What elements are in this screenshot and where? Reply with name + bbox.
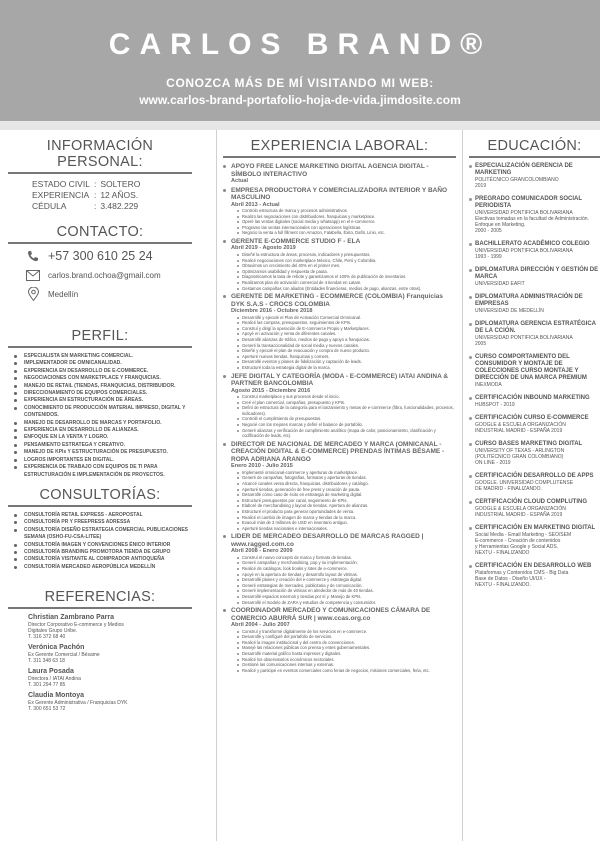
education-title: EDUCACIÓN:: [487, 138, 582, 154]
education-detail: UNIVERSIDAD EAFIT: [475, 281, 525, 287]
job-duty: Negocio la venta a full fillment con Amazon, Falabella, Éxito, Dafiti, Linio, etc.: [237, 230, 456, 236]
reference-detail: Ex Gerente Administrativa / Franquicias DYK: [28, 700, 128, 707]
contact-title: CONTACTO:: [56, 224, 144, 240]
divider: [469, 156, 600, 158]
education-title: CERTIFICACIÓN INBOUND MARKETING: [475, 395, 590, 401]
education-detail: DE MADRID - FINALIZANDO.: [475, 486, 542, 492]
job-duty: Generé la transaccionalidad de social media y nuevos canales.: [237, 343, 456, 349]
reference-name: Claudia Montoya: [28, 692, 85, 700]
personal-info-row: [32, 201, 144, 212]
consulting-item: CONSULTORÍA DISEÑO ESTRATEGIA COMERCIAL PUBLICACIONES SEMANA (OSHO-FU-CSA-LITEE): [14, 527, 192, 542]
profile-item: CONOCIMIENTO DE PRODUCCIÓN MATERIAL IMPRESO, DIGITAL Y CONTENIDOS.: [14, 405, 192, 420]
education-title: PREGRADO COMUNICADOR SOCIAL PERIODISTA: [475, 196, 582, 209]
location-pin-icon: [26, 287, 40, 301]
job-duties: [223, 394, 456, 439]
job-duty: Apoyé en la apertura de tiendas y desarrollo layout de vitrinas.: [237, 572, 456, 578]
job-duty: Construí el nuevo concepto de marca y formato de tiendas.: [237, 555, 456, 561]
phone-icon: [26, 249, 40, 263]
job-dates: Diciembre 2016 - Octubre 2018: [231, 308, 313, 315]
profile-item: MANEJO DE DESARROLLO DE MARCAS Y PORTAFOLIO.: [14, 420, 192, 427]
education-detail: y Herramientas Google y Social ADS.: [475, 544, 559, 550]
job-duty: Elaboré de merchandising y layout de tiendas. Apertura de alianzas.: [237, 503, 456, 509]
consulting-item: CONSULTORÍA VISITANTE AL COMPRADOR ANTIOQUEÑA: [14, 556, 192, 563]
job-duty: Gestioné las comunicaciones internas y externas.: [237, 662, 456, 668]
personal-info-separator: :: [93, 179, 97, 189]
job-duty: Diseñé y ejecuté el plan de evacuación y compra de nuevo producto.: [237, 348, 456, 354]
personal-info-value: 12 AÑOS.: [100, 190, 139, 200]
profile-item: EXPERIENCIA EN DESARROLLO DE ALIANZAS.: [14, 427, 192, 434]
personal-info-row: [32, 179, 144, 190]
divider: [8, 172, 192, 174]
job-dates: Abril 2008 - Enero 2009: [231, 548, 293, 555]
job-duty: Manejé las relaciones públicas con prensa y entes gubernamentales.: [237, 645, 456, 651]
profile-item: EXPERIENCIA EN DESARROLLO DE E-COMMERCE.: [14, 368, 192, 375]
education-detail: UNIVERSIDAD DE MEDELLÍN: [475, 308, 544, 314]
job-dates: Abril 2004 - Julio 2007: [231, 622, 290, 629]
city: Medellín: [48, 289, 79, 299]
education-entry: [469, 354, 600, 388]
education-detail: GOOGLE & ESCUELA ORGANIZACIÓN: [475, 422, 566, 428]
personal-info-value: 3.482.229: [100, 201, 139, 211]
job-duty: Controlo estructura de marca y procesos administrativos.: [237, 208, 456, 214]
profile-item: EXPERIENCIA EN ESTRUCTURACIÓN DE ÁREAS.: [14, 397, 192, 404]
job-duty: Aperturé tiendas, generación de free press y creación de pauta.: [237, 487, 456, 493]
personal-info-label: EXPERIENCIA: [32, 190, 90, 200]
references-title: REFERENCIAS:: [44, 589, 156, 606]
job-duty: Diseñé la estructura de áreas, procesos, indicadores y presupuestos.: [237, 252, 456, 258]
education-entry: [469, 415, 600, 434]
job-duty: Alcancé canales venta directa, franquicias, distribuidores y catálogo.: [237, 481, 456, 487]
reference-detail: Director Corporativo E-commerce y Medios: [28, 622, 124, 629]
experience-title: EXPERIENCIA LABORAL:: [250, 138, 429, 154]
education-detail: HUBSPOT - 2019: [475, 402, 515, 408]
profile-item: MANEJO DE RETAIL (TIENDAS, FRANQUICIAS, DISTRIBUIDOR.: [14, 383, 192, 390]
job-dates: Enero 2010 - Julio 2015: [231, 463, 293, 470]
education-detail: UNIVERSIDAD PONTIFICIA BOLIVARIANA: [475, 335, 573, 341]
job-duty: Generé campañas y merchandising, pop y su implementación.: [237, 560, 456, 566]
consulting-title: CONSULTORÍAS:: [39, 486, 161, 503]
job-duty: Desarrollé el modelo de ZARA y estudios de competencia y consumidor.: [237, 600, 456, 606]
personal-info-separator: :: [93, 190, 97, 200]
education-entry: [469, 267, 600, 287]
job-duty: Realicé los observatorios económicos sectoriales.: [237, 657, 456, 663]
education-title: CERTIFICACIÓN DESARROLLO DE APPS: [475, 473, 594, 479]
candidate-name: CARLOS BRAND®: [108, 28, 492, 61]
education-detail: NEXTU - FINALIZANDO.: [475, 582, 531, 588]
job-title: JEFE DIGITAL Y CATEGORÍA (MODA - E-COMMERCE) IATAI ANDINA & PARTNER BANCOLOMBIA: [223, 373, 456, 388]
education-title: BACHILLERATO ACADÉMICO COLEGIO: [475, 241, 590, 247]
job-duty: Realicé de catálogos, look books y lotes de e-commerce.: [237, 566, 456, 572]
job-duty: Realicé negociaciones con marketplace México, Chile, Perú y Colombia.: [237, 258, 456, 264]
job-duty: Diagnosticamos la tasa de rebote y garantizamos el 100% de publicación de inventarios.: [237, 274, 456, 280]
divider: [8, 505, 192, 507]
education-title: ESPECIALIZACIÓN GERENCIA DE MARKETING: [475, 163, 573, 176]
education-title: DIPLOMATURA DIRECCIÓN Y GESTIÓN DE MARCA: [475, 267, 599, 280]
job-duty: Definí de estructura de la categoría para el lanzamiento y metas de e-commerce (fibra, funcionalidades, procesos, indicadores).: [237, 405, 456, 416]
education-detail: INEXMODA: [475, 382, 502, 388]
job-dates: Abril 2013 - Actual: [231, 201, 280, 208]
job-duty: Realicé el cambio de imagen de marca y tiendas de la marca.: [237, 515, 456, 521]
profile-item: LOGROS IMPORTANTES EN DIGITAL.: [14, 457, 192, 464]
education-detail: INDUSTRIAL MADRID - ESPAÑA 2019: [475, 512, 563, 518]
education-title: CURSO COMPORTAMIENTO DEL CONSUMIDOR Y MONTAJE DE COLECCIONES CURSO MONTAJE Y DIRECCIÓN DE UNA MARCA PREMIUM: [475, 354, 587, 381]
divider: [8, 607, 192, 609]
job-title: EMPRESA PRODUCTORA Y COMERCIALIZADORA INTERIOR Y BAÑO MASCULINO: [223, 187, 456, 202]
reference-detail: T. 311 348 63 18: [28, 658, 65, 665]
profile-item: DIRECCIONAMIENTO DE EQUIPOS COMERCIALES.: [14, 390, 192, 397]
job-duty: Generé implementación de vitrinas en alrededor de más de 40 tiendas.: [237, 588, 456, 594]
portfolio-url[interactable]: www.carlos-brand-portafolio-hoja-de-vida.jimdosite.com: [139, 93, 461, 107]
city-row: [26, 287, 192, 301]
cv-header: [0, 0, 600, 121]
reference-detail: Digitales Grupo Uribe.: [28, 628, 78, 635]
reference-name: Laura Posada: [28, 668, 74, 676]
education-detail: Base de Datos - Diseño UI/UX -: [475, 576, 546, 582]
personal-info: [32, 179, 144, 212]
education-detail: UNIVERSIDAD PONTIFICIA BOLIVARIANA: [475, 248, 573, 254]
job-duty: Estructuré toda la estrategia digital de la marca.: [237, 365, 456, 371]
education-detail: 1993 - 1999: [475, 254, 502, 260]
job-title: DIRECTOR DE NACIONAL DE MERCADEO Y MARCA (OMNICANAL - CREACIÓN DIGITAL & E-COMMERCE) PRENDAS ÍNTIMAS BÉSAME - ROPA ADRIANA ARANGO: [223, 441, 456, 464]
job-duty: Realicé la imagen institucional y del centro de convenciones.: [237, 640, 456, 646]
job-duty: Generé alianzas y verificación de cumplimiento analítico (mapa de calor, posicionamiento, clasificación y codificación de leads, etc).: [237, 428, 456, 439]
personal-info-label: ESTADO CIVIL: [32, 179, 90, 189]
email-address: carlos.brand.ochoa@gmail.com: [48, 270, 161, 280]
job-duty: Realicé y participé en eventos comerciales como ferias de negocios, misiones comerciales, feria, etc.: [237, 668, 456, 674]
job-duty: Programo las ventas internacionales con operaciones logísticas.: [237, 225, 456, 231]
education-detail: ON LINE - 2019: [475, 460, 511, 466]
personal-title: INFORMACIÓN PERSONAL:: [46, 138, 154, 170]
job-duty: Construí y dirigí la operación de E-commerce Propio y Marketplaces.: [237, 326, 456, 332]
education-detail: Plataformas y Contenidos CMS - Big Data: [475, 570, 569, 576]
education-entry: [469, 499, 600, 518]
reference-entry: [28, 614, 192, 640]
job-duty: Aperturé tiendas nacionales e internacionales.: [237, 526, 456, 532]
personal-info-label: CÉDULA: [32, 201, 67, 211]
profile-item: IMPLEMENTADOR DE OMNICANALIDAD.: [14, 360, 192, 367]
education-detail: UNIVERSITY OF TEXAS - ARLINGTON: [475, 448, 565, 454]
job-dates: Abril 2019 - Agosto 2019: [231, 245, 296, 252]
consulting-item: CONSULTORÍA BRANDING PROMOTORA TIENDA DE GRUPO: [14, 549, 192, 556]
reference-detail: Directora / IATAI Andina: [28, 676, 81, 683]
job-duty: Desarrollé y ejecuté el Plan de Activación Comercial Omnicanal.: [237, 315, 456, 321]
education-entry: [469, 321, 600, 347]
job-duty: Desarrollé material gráfico hasta impresos y digitales.: [237, 651, 456, 657]
job-duty: Controlé el cumplimiento de presupuestos.: [237, 416, 456, 422]
reference-name: Verónica Pachón: [28, 644, 85, 652]
education-title: CERTIFICACIÓN CURSO E-COMMERCE: [475, 415, 589, 421]
job-duty: Optimizamos usabilidad y respuesta de pauta.: [237, 269, 456, 275]
job-title: LIDER DE MERCADEO DESARROLLO DE MARCAS RAGGED | www.ragged.com.co: [223, 533, 456, 548]
job-entry: [223, 441, 456, 532]
education-detail: Social Media - Email Marketing - SEO/SEM: [475, 532, 572, 538]
education-title: DIPLOMATURA ADMINISTRACIÓN DE EMPRESAS: [475, 294, 583, 307]
education-detail: 2000 - 2005: [475, 228, 502, 234]
consulting-item: CONSULTORÍA IMAGEN Y CONVENCIONES ÉNICO INTERIOR: [14, 542, 192, 549]
job-duty: Generé de campañas, fotografías, formatos y aperturas de tiendas.: [237, 475, 456, 481]
education-detail: UNIVERSIDAD PONTIFICIA BOLIVARIANA: [475, 210, 573, 216]
job-dates: Agosto 2015 - Diciembre 2016: [231, 387, 311, 394]
education-detail: E-commerce - Creación de contenidos: [475, 538, 561, 544]
job-duty: Apoyé en activación y venta de diferentes canales.: [237, 331, 456, 337]
job-duties: [223, 470, 456, 532]
job-duty: Obtuvimos un crecimiento del 40% en el primer mes.: [237, 263, 456, 269]
personal-info-value: SOLTERO: [100, 179, 141, 189]
reference-detail: T. 301 294 77 85: [28, 682, 66, 689]
job-duty: Desarrollé y configuré del portafolio de servicios.: [237, 634, 456, 640]
job-duty: Estructuré el producto para generar oportunidades de venta.: [237, 509, 456, 515]
job-entry: [223, 607, 456, 673]
education-detail: GOOGLE. UNIVERSIDAD COMPLUTENSE: [475, 480, 574, 486]
education-detail: 2019: [475, 183, 487, 189]
job-duties: [223, 252, 456, 291]
right-column: [462, 130, 600, 841]
profile-title: PERFIL:: [71, 328, 129, 344]
education-detail: INDUSTRIAL MADRID - ESPAÑA 2019: [475, 428, 563, 434]
job-duty: Gestamos campañas con aliados (Entidades financieras, medios de pago, alianzas, entre otras).: [237, 286, 456, 292]
header-band: [0, 121, 600, 130]
education-entry: [469, 196, 600, 234]
divider: [8, 242, 192, 244]
job-list: [223, 163, 456, 673]
references-list: [8, 614, 192, 712]
job-entry: [223, 238, 456, 291]
job-duty: Operé las ventas digitales (social media y whatsapp) en el e-commerce.: [237, 219, 456, 225]
job-duties: [223, 208, 456, 236]
reference-entry: [28, 668, 192, 688]
job-entry: [223, 163, 456, 185]
education-detail: (POLITÉCNICO GRAN COLOMBIANO): [475, 454, 564, 460]
job-duty: Negocié con los mejores marcas y definí el balance de portafolio.: [237, 422, 456, 428]
consulting-item: CONSULTORÍA RETAIL EXPRESS - AEROPOSTAL: [14, 512, 192, 519]
job-duty: Aperturé nuevas tiendas, franquicias y corners.: [237, 354, 456, 360]
education-title: CURSO BASES MARKETING DIGITAL: [475, 441, 583, 447]
job-duty: Implementé omnicanal-commerce y aperturas de marketplace.: [237, 470, 456, 476]
email-row[interactable]: [26, 268, 192, 282]
education-detail: GOOGLE & ESCUELA ORGANIZACIÓN: [475, 506, 566, 512]
education-entry: [469, 294, 600, 314]
education-list: [469, 163, 600, 588]
consulting-item: CONSULTORÍA PR Y FREEPRESS ADRESSA: [14, 519, 192, 526]
education-title: CERTIFICACIÓN EN DESARROLLO WEB: [475, 563, 592, 569]
profile-item: NEGOCIACIONES CON MARKETPLACE Y FRANQUICIAS.: [14, 375, 192, 382]
profile-item: PENSAMIENTO ESTRATEGA Y CREATIVO.: [14, 442, 192, 449]
education-title: DIPLOMATURA GERENCIA ESTRATÉGICA DE LA CCIÓN.: [475, 321, 596, 334]
divider: [223, 156, 456, 158]
profile-list: [8, 353, 192, 479]
job-dates: Actual: [231, 178, 249, 184]
education-title: CERTIFICACIÓN CLOUD COMPLUTING: [475, 499, 587, 505]
reference-detail: T. 300 651 53 72: [28, 706, 66, 713]
left-column: [0, 130, 200, 841]
job-entry: [223, 293, 456, 370]
personal-info-row: [32, 190, 144, 201]
job-duty: Evacué más de 3 millones de USD en inventario antiguo.: [237, 520, 456, 526]
job-duties: [223, 629, 456, 674]
job-duty: Desarrollé espacios externos y tiendas por sí y. Manejo de KPIs.: [237, 594, 456, 600]
job-entry: [223, 187, 456, 236]
middle-column: [216, 130, 456, 841]
job-duty: Realizamos plan de activación comercial de 4 tiendas en Latam.: [237, 280, 456, 286]
web-invitation: CONOZCA MÁS DE MÍ VISITANDO MI WEB:: [166, 76, 434, 90]
education-entry: [469, 441, 600, 466]
education-entry: [469, 525, 600, 556]
job-entry: [223, 533, 456, 605]
profile-item: EXPERIENCIA DE TRABAJO CON EQUIPOS DE TI PARA ESTRUCTURACIÓN E IMPLEMENTACIÓN DE PROYECTOS.: [14, 464, 192, 479]
job-title: APOYO FREE LANCE MARKETING DIGITAL AGENCIA DIGITAL - SÍMBOLO INTERACTIVO: [223, 163, 456, 178]
envelope-icon: [26, 268, 40, 282]
education-entry: [469, 473, 600, 492]
job-duties: [223, 555, 456, 605]
education-entry: [469, 163, 600, 189]
reference-entry: [28, 644, 192, 664]
consulting-item: CONSULTORÍA MERCADEO AEROPÚBLICA MEDELLÍN: [14, 564, 192, 571]
job-duty: Generé estrategias de mercadeo, publicitaria y de comunicación.: [237, 583, 456, 589]
job-duty: Creé el plan comercial, campañas, presupuesto y KPIs.: [237, 400, 456, 406]
job-entry: [223, 373, 456, 439]
job-title: COORDINADOR MERCADEO Y COMUNICACIONES CÁMARA DE COMERCIO ABURRÁ SUR | www.ccas.org.co: [223, 607, 456, 622]
education-entry: [469, 563, 600, 588]
phone-number: +57 300 610 25 24: [48, 249, 153, 263]
profile-item: ESPECIALISTA EN MARKETING COMERCIAL.: [14, 353, 192, 360]
job-duty: Realizo las negociaciones con distribuidores, franquicias y marketplace.: [237, 214, 456, 220]
profile-item: ENFOQUE EN LA VENTA Y LOGRO.: [14, 434, 192, 441]
consulting-list: [8, 512, 192, 571]
education-detail: Electivas tomadas en la facultad de Administración. Enfoque en Marketing.: [475, 216, 589, 228]
job-duty: Realicé las compras, presupuestos, seguimientos de KPIs.: [237, 320, 456, 326]
education-detail: POLITÉCNICO GRANCOLOMBIANO: [475, 177, 559, 183]
job-duty: Estructuré presupuestos por canal, seguimiento de KPIs.: [237, 498, 456, 504]
reference-name: Christian Zambrano Parra: [28, 614, 114, 622]
education-detail: NEXTU - FINALIZANDO: [475, 550, 530, 556]
job-duty: Desarrollé eventos y planes de fidelización y captación de leads.: [237, 359, 456, 365]
job-duties: [223, 315, 456, 371]
phone-row[interactable]: [26, 249, 192, 263]
job-duty: Construí marketplace y sus procesos desde el inicio.: [237, 394, 456, 400]
job-duty: Construí y transformé digitalmente de los servicios en e-commerce.: [237, 629, 456, 635]
job-duty: Desarrollé alianzas de tráfico, medios de pago y apoyo a franquicias.: [237, 337, 456, 343]
reference-detail: Ex Gerente Comercial / Bésame: [28, 652, 100, 659]
education-title: CERTIFICACIÓN EN MARKETING DIGITAL: [475, 525, 596, 531]
job-duty: Desarrollé planes y creación del e-commerce y estrategia digital.: [237, 577, 456, 583]
reference-detail: T. 316 372 68 40: [28, 634, 66, 641]
education-entry: [469, 241, 600, 260]
job-title: GERENTE DE MARKETING - ECOMMERCE (COLOMBIA) Franquicias DYK S.A.S - CROCS COLOMBIA: [223, 293, 456, 308]
personal-info-separator: :: [93, 201, 97, 211]
divider: [8, 346, 192, 348]
education-detail: 2005: [475, 341, 487, 347]
job-title: GERENTE E-COMMERCE STUDIO F - ELA: [223, 238, 456, 246]
job-duty: Desarrollé cómo caso de éxito en estrategia de marketing digital.: [237, 492, 456, 498]
education-entry: [469, 395, 600, 408]
reference-entry: [28, 692, 192, 712]
profile-item: MANEJO DE KPIs Y ESTRUCTURACIÓN DE PRESUPUESTO.: [14, 449, 192, 456]
